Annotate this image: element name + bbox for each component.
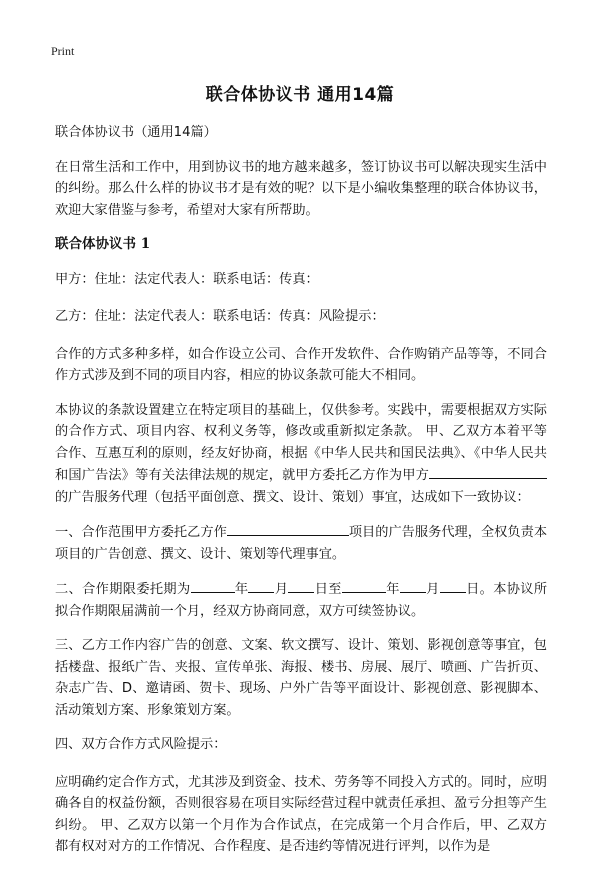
document-body [55,122,547,871]
party-b-line: 乙方：住址：法定代表人：联系电话：传真：风险提示： [55,309,385,324]
clause-1-text-a: 一、合作范围甲方委托乙方作 [55,525,227,540]
blank-line [342,578,386,593]
clause-2-day-to: 日至 [314,582,342,597]
clause-2-month: 月 [274,582,289,597]
print-link[interactable]: Print [51,44,75,58]
terms-text-a: 本协议的条款设置建立在特定项目的基础上，仅供参考。实践中，需要根据双方实际的合作方式、项目内容、权利义务等，修改或重新拟定条款。 甲、乙双方本着平等合作、互惠互利的原则，经友好协商，根据《中华人民共和国民法典》、《中华人民共和国广告法》等有关法律法规的规定，就甲方委托乙方作为甲方 [55,402,547,483]
blank-line [288,578,314,593]
blank-line [191,578,235,593]
terms-paragraph [55,400,547,509]
clause-2-text-b: 日。本协议所拟合作期限届满前一个月，经双方协商同意，双方可续签协议。 [55,582,548,619]
clause-4: 四、双方合作方式风险提示： [55,737,227,752]
clause-3: 三、乙方工作内容广告的创意、文案、软文撰写、设计、策划、影视创意等事宜，包括楼盘、报纸广告、夹报、宣传单张、海报、楼书、房展、展厅、喷画、广告折页、杂志广告、D、邀请函、贺卡、现场、户外广告等平面设计、影视创意、影视脚本、活动策划方案、形象策划方案。 [55,638,547,718]
clause-2-month-end: 月 [425,582,440,597]
blank-line [440,578,466,593]
subtitle: 联合体协议书（通用14篇） [55,125,217,140]
clause-1 [55,521,547,565]
section-heading: 联合体协议书 1 [55,236,151,252]
blank-line [248,578,274,593]
blank-line [400,578,426,593]
clause-2-year: 年 [234,582,249,597]
intro-paragraph: 在日常生活和工作中，用到协议书的地方越来越多，签订协议书可以解决现实生活中的纠纷。那么什么样的协议书才是有效的呢？以下是小编收集整理的联合体协议书，欢迎大家借鉴与参考，希望对大家有所帮助。 [55,159,547,218]
clause-2 [55,578,547,622]
clause-2-year-end: 年 [385,582,400,597]
terms-text-b: 的广告服务代理（包括平面创意、撰文、设计、策划）事宜，达成如下一致协议： [55,489,530,505]
page-title: 联合体协议书 通用14篇 [205,85,395,105]
cooperation-paragraph: 合作的方式多种多样，如合作设立公司、合作开发软件、合作购销产品等等，不同合作方式涉及到不同的项目内容，相应的协议条款可能大不相同。 [55,346,547,383]
party-a-line: 甲方：住址：法定代表人：联系电话：传真： [55,271,319,287]
clause-1-text-b: 项目的广告服务代理，全权负责本项目的广告创意、撰文、设计、策划等代理事宜。 [55,525,548,562]
clause-2-text-a: 二、合作期限委托期为 [55,582,191,597]
risk-paragraph: 应明确约定合作方式，尤其涉及到资金、技术、劳务等不同投入方式的。同时，应明确各自的权益份额，否则很容易在项目实际经营过程中就责任承担、盈亏分担等产生纠纷。 甲、乙双方以第一个月作为合作试点，在完成第一个月合作后，甲、乙双方都有权对对方的工作情况、合作程度、是否违约等情况进行评判，以作为是 [55,774,547,854]
blank-line [227,521,349,536]
blank-line [429,464,547,479]
